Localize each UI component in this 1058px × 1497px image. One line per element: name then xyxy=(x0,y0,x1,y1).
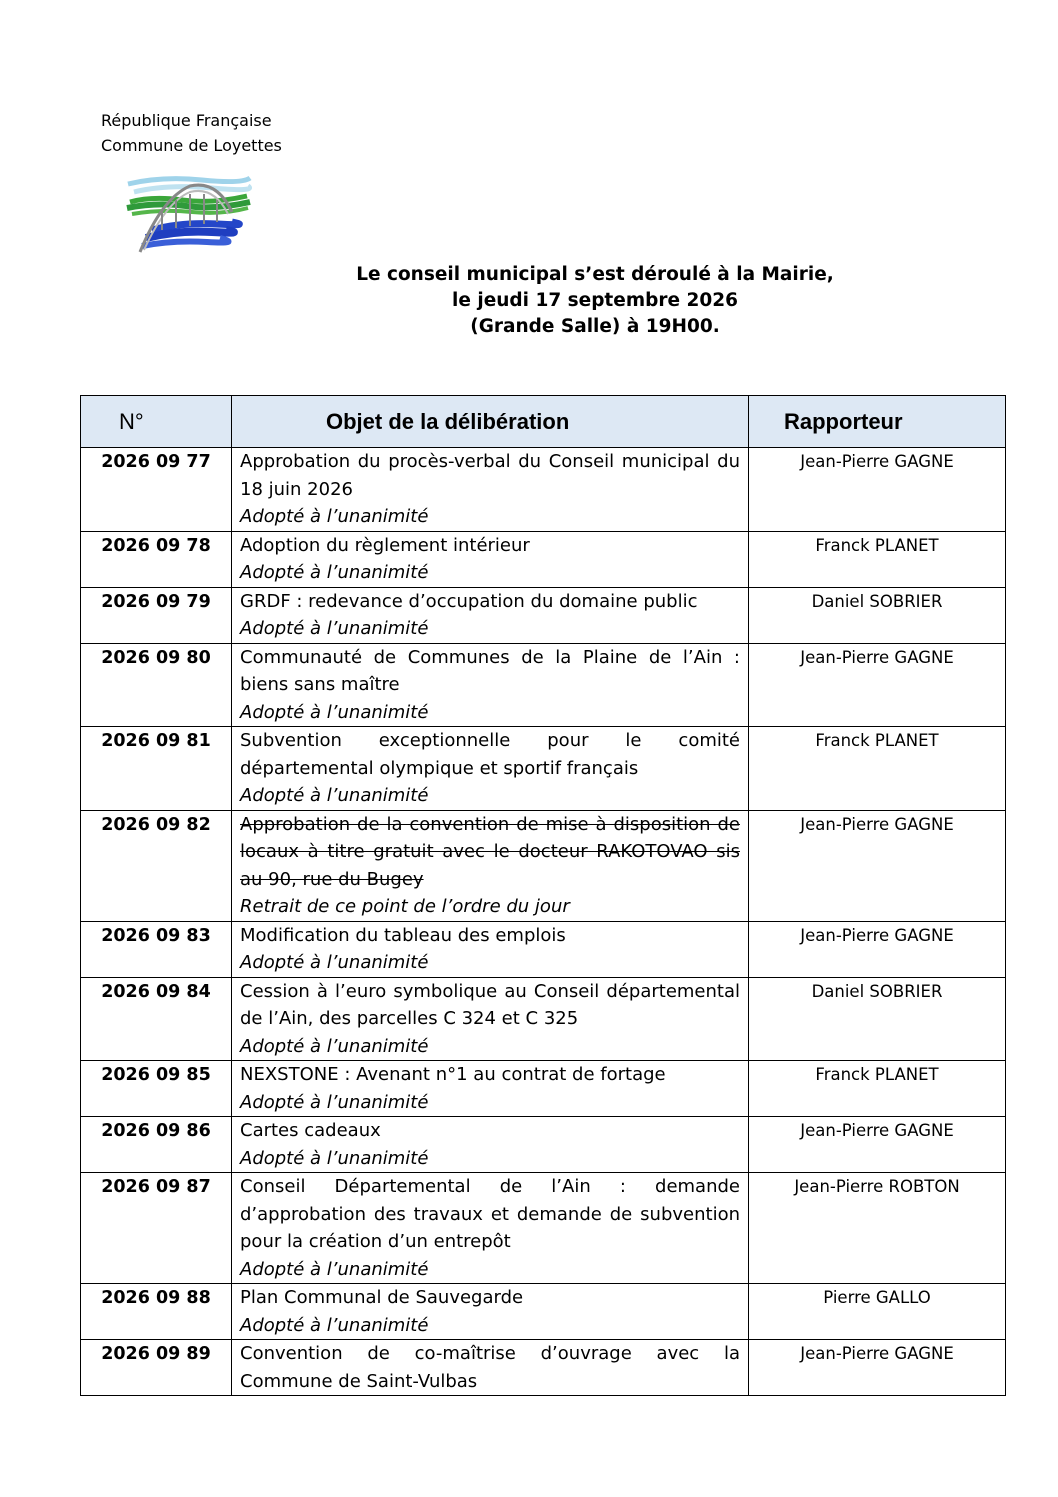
table-row xyxy=(81,727,1006,811)
commune-label: Commune de Loyettes xyxy=(101,136,282,155)
deliberation-status: Adopté à l’unanimité xyxy=(240,785,429,806)
table-row xyxy=(81,1117,1006,1173)
deliberation-cell xyxy=(232,643,749,727)
commune-logo xyxy=(122,172,254,256)
deliberation-number: 2026 09 81 xyxy=(81,727,232,811)
rapporteur-name: Jean-Pierre ROBTON xyxy=(749,1173,1006,1284)
deliberation-subject: Approbation du procès-verbal du Conseil municipal du 18 juin 2026 xyxy=(240,451,740,500)
deliberation-subject: Cession à l’euro symbolique au Conseil départemental de l’Ain, des parcelles C 324 et C 325 xyxy=(240,980,740,1029)
deliberation-cell xyxy=(232,587,749,643)
deliberation-number: 2026 09 82 xyxy=(81,810,232,921)
deliberation-cell xyxy=(232,1061,749,1117)
rapporteur-name: Jean-Pierre GAGNE xyxy=(749,810,1006,921)
column-header-subject: Objet de la délibération xyxy=(232,396,749,448)
rapporteur-name: Jean-Pierre GAGNE xyxy=(749,643,1006,727)
deliberation-cell xyxy=(232,810,749,921)
table-row xyxy=(81,448,1006,532)
table-row xyxy=(81,531,1006,587)
rapporteur-name: Franck PLANET xyxy=(749,727,1006,811)
deliberation-subject: Conseil Départemental de l’Ain : demande d’approbation des travaux et demande de subvention pour la création d’un entrepôt xyxy=(240,1176,740,1252)
meeting-title xyxy=(300,262,890,340)
table-row xyxy=(81,1173,1006,1284)
document-header xyxy=(101,108,282,158)
deliberation-status: Retrait de ce point de l’ordre du jour xyxy=(240,896,570,917)
rapporteur-name: Daniel SOBRIER xyxy=(749,977,1006,1061)
deliberation-cell xyxy=(232,448,749,532)
deliberation-subject: NEXSTONE : Avenant n°1 au contrat de fortage xyxy=(240,1064,666,1085)
deliberation-number: 2026 09 79 xyxy=(81,587,232,643)
deliberation-number: 2026 09 78 xyxy=(81,531,232,587)
deliberation-number: 2026 09 83 xyxy=(81,921,232,977)
deliberation-number: 2026 09 88 xyxy=(81,1284,232,1340)
deliberation-status: Adopté à l’unanimité xyxy=(240,1147,429,1169)
table-header-row xyxy=(81,396,1006,448)
deliberation-subject: Adoption du règlement intérieur xyxy=(240,534,530,556)
table-row xyxy=(81,977,1006,1061)
title-line-3: (Grande Salle) à 19H00. xyxy=(470,316,720,337)
deliberation-number: 2026 09 80 xyxy=(81,643,232,727)
column-header-number: N° xyxy=(81,396,232,448)
deliberation-cell xyxy=(232,1340,749,1396)
deliberation-status: Adopté à l’unanimité xyxy=(240,701,429,723)
rapporteur-name: Daniel SOBRIER xyxy=(749,587,1006,643)
deliberation-subject: Convention de co-maîtrise d’ouvrage avec la Commune de Saint-Vulbas xyxy=(240,1343,740,1392)
deliberation-number: 2026 09 85 xyxy=(81,1061,232,1117)
table-row xyxy=(81,587,1006,643)
rapporteur-name: Jean-Pierre GAGNE xyxy=(749,448,1006,532)
deliberation-subject: Approbation de la convention de mise à disposition de locaux à titre gratuit avec le docteur RAKOTOVAO sis au 90, rue du Bugey xyxy=(240,813,740,890)
deliberations-table xyxy=(80,395,1006,1396)
deliberation-cell xyxy=(232,977,749,1061)
deliberation-status: Adopté à l’unanimité xyxy=(240,1035,429,1057)
deliberation-cell xyxy=(232,1284,749,1340)
deliberation-cell xyxy=(232,531,749,587)
rapporteur-name: Franck PLANET xyxy=(749,1061,1006,1117)
deliberation-subject: Communauté de Communes de la Plaine de l’Ain : biens sans maître xyxy=(240,646,740,695)
rapporteur-name: Franck PLANET xyxy=(749,531,1006,587)
table-row xyxy=(81,1061,1006,1117)
rapporteur-name: Jean-Pierre GAGNE xyxy=(749,921,1006,977)
title-line-2: le jeudi 17 septembre 2026 xyxy=(452,290,738,311)
deliberation-subject: Plan Communal de Sauvegarde xyxy=(240,1287,524,1308)
table-row xyxy=(81,643,1006,727)
rapporteur-name: Pierre GALLO xyxy=(749,1284,1006,1340)
deliberation-cell xyxy=(232,921,749,977)
deliberation-number: 2026 09 84 xyxy=(81,977,232,1061)
republic-label: République Française xyxy=(101,111,272,130)
deliberation-number: 2026 09 89 xyxy=(81,1340,232,1396)
deliberation-status: Adopté à l’unanimité xyxy=(240,506,429,527)
deliberation-status: Adopté à l’unanimité xyxy=(240,562,429,583)
deliberation-subject: Subvention exceptionnelle pour le comité départemental olympique et sportif français xyxy=(240,730,740,779)
deliberation-number: 2026 09 86 xyxy=(81,1117,232,1173)
table-row xyxy=(81,1340,1006,1396)
table-row xyxy=(81,1284,1006,1340)
deliberation-status: Adopté à l’unanimité xyxy=(240,1258,429,1280)
rapporteur-name: Jean-Pierre GAGNE xyxy=(749,1340,1006,1396)
column-header-rapporteur: Rapporteur xyxy=(749,396,1006,448)
deliberation-number: 2026 09 87 xyxy=(81,1173,232,1284)
deliberation-cell xyxy=(232,727,749,811)
deliberation-number: 2026 09 77 xyxy=(81,448,232,532)
deliberation-status: Adopté à l’unanimité xyxy=(240,1314,429,1336)
table-row xyxy=(81,810,1006,921)
deliberation-cell xyxy=(232,1117,749,1173)
title-line-1: Le conseil municipal s’est déroulé à la Mairie, xyxy=(356,264,834,285)
rapporteur-name: Jean-Pierre GAGNE xyxy=(749,1117,1006,1173)
deliberation-subject: Modification du tableau des emplois xyxy=(240,924,566,946)
table-row xyxy=(81,921,1006,977)
deliberation-cell xyxy=(232,1173,749,1284)
deliberation-status: Adopté à l’unanimité xyxy=(240,618,429,639)
deliberation-status: Adopté à l’unanimité xyxy=(240,952,429,973)
deliberation-subject: Cartes cadeaux xyxy=(240,1120,381,1141)
deliberation-status: Adopté à l’unanimité xyxy=(240,1091,429,1113)
deliberation-subject: GRDF : redevance d’occupation du domaine public xyxy=(240,590,698,612)
